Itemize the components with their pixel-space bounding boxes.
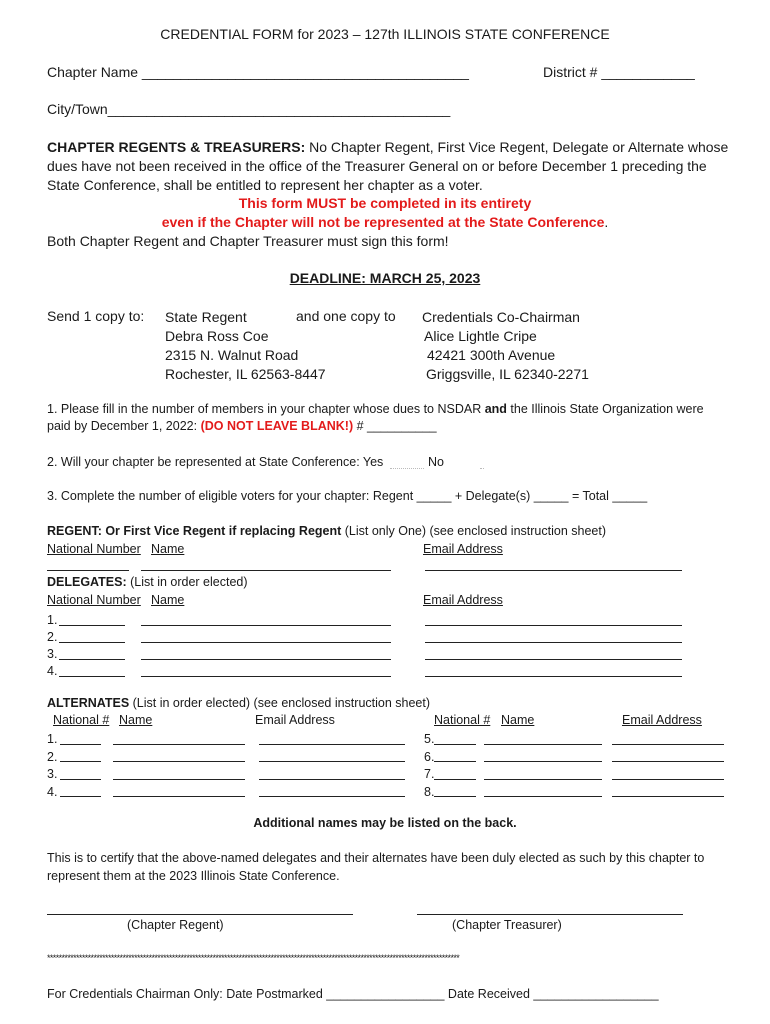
regent-national-number-line[interactable] <box>47 570 129 571</box>
q2-no-option[interactable]: No <box>428 455 444 469</box>
credentials-chairman-footer[interactable]: For Credentials Chairman Only: Date Postmarked _________________ Date Received __________________ <box>47 987 659 1001</box>
alternate-number: 8. <box>424 784 435 799</box>
delegates-name-header: Name <box>151 593 185 607</box>
question-2 <box>47 455 383 469</box>
delegate-national-line[interactable] <box>59 659 125 660</box>
delegate-numbers <box>47 612 57 680</box>
q1-and: and <box>484 402 507 416</box>
alt-email-line[interactable] <box>612 779 724 780</box>
alt-email-line[interactable] <box>259 779 405 780</box>
alt-email-line[interactable] <box>612 761 724 762</box>
deadline: DEADLINE: MARCH 25, 2023 <box>289 270 481 286</box>
alt-name-line[interactable] <box>113 761 245 762</box>
alt-left-numbers <box>47 731 57 801</box>
alt-name-line[interactable] <box>484 779 602 780</box>
address-line: State Regent <box>165 309 247 325</box>
alt-national-line[interactable] <box>434 779 476 780</box>
alternates-heading-note: (List in order elected) (see enclosed instruction sheet) <box>129 696 431 710</box>
alt-name-line[interactable] <box>113 779 245 780</box>
alternates-heading-text: ALTERNATES <box>47 696 130 710</box>
alt-name-line[interactable] <box>484 761 602 762</box>
delegates-national-number-header: National Number <box>47 593 141 607</box>
alt-national-header-right: National # <box>434 713 491 727</box>
delegate-number: 4. <box>47 664 58 678</box>
regent-name-line[interactable] <box>141 570 391 571</box>
alt-name-line[interactable] <box>113 796 245 797</box>
address-line: Debra Ross Coe <box>165 328 269 344</box>
delegate-number: 2. <box>47 630 58 644</box>
regent-national-number-header: National Number <box>47 542 141 556</box>
alternate-number: 7. <box>424 767 435 781</box>
regent-signature-line[interactable] <box>47 914 353 915</box>
address-line: Alice Lightle Cripe <box>424 328 537 344</box>
q2-text: 2. Will your chapter be represented at State Conference: Yes <box>47 455 384 469</box>
address-line: Credentials Co-Chairman <box>422 309 580 325</box>
treasurer-signature-line[interactable] <box>417 914 683 915</box>
address-line: Griggsville, IL 62340-2271 <box>426 366 589 382</box>
alternate-number: 5. <box>424 732 435 746</box>
alt-national-header-left: National # <box>53 713 110 727</box>
regent-heading <box>47 524 606 538</box>
delegates-email-header: Email Address <box>423 593 503 607</box>
and-one-copy-label: and one copy to <box>296 308 396 324</box>
address-line: Rochester, IL 62563-8447 <box>165 366 326 382</box>
regents-paragraph <box>47 138 737 195</box>
regent-email-header: Email Address <box>423 542 503 556</box>
q1-text-c: paid by December 1, 2022: <box>47 419 201 433</box>
alt-name-header-left: Name <box>119 713 153 727</box>
cochair-address <box>422 308 589 384</box>
alternate-number: 3. <box>47 767 58 781</box>
alt-national-line[interactable] <box>434 761 476 762</box>
delegate-name-line[interactable] <box>141 659 391 660</box>
alt-national-line[interactable] <box>60 779 101 780</box>
alt-national-line[interactable] <box>434 744 476 745</box>
delegate-national-line[interactable] <box>59 676 125 677</box>
form-title: CREDENTIAL FORM for 2023 – 127th ILLINOIS STATE CONFERENCE <box>160 26 610 42</box>
delegate-national-line[interactable] <box>59 625 125 626</box>
alt-national-line[interactable] <box>60 796 101 797</box>
regent-heading-text: REGENT: Or First Vice Regent if replacing Regent <box>47 524 342 538</box>
alternates-heading <box>47 696 430 710</box>
delegates-heading <box>47 575 248 589</box>
chapter-regent-signature-label: (Chapter Regent) <box>127 918 224 932</box>
delegate-email-line[interactable] <box>425 659 682 660</box>
delegate-name-line[interactable] <box>141 625 391 626</box>
regents-heading: CHAPTER REGENTS & TREASURERS: <box>47 139 306 155</box>
must-complete-line-1: This form MUST be completed in its entirety <box>238 195 532 211</box>
alt-email-line[interactable] <box>259 761 405 762</box>
city-field[interactable]: City/Town____________________________________________ <box>47 101 451 117</box>
must-complete-line-2 <box>0 214 770 230</box>
both-sign-notice: Both Chapter Regent and Chapter Treasurer must sign this form! <box>47 233 449 249</box>
do-not-leave-blank: (DO NOT LEAVE BLANK!) <box>200 419 354 433</box>
alternate-number: 6. <box>424 749 435 764</box>
alt-email-line[interactable] <box>612 744 724 745</box>
q1-text-b: the Illinois State Organization were <box>506 402 704 416</box>
must-complete-text: even if the Chapter will not be represented at the State Conference <box>161 214 605 230</box>
question-3[interactable]: 3. Complete the number of eligible voters for your chapter: Regent _____ + Delegate(s) _____ = Total _____ <box>47 489 648 503</box>
regent-heading-note: (List only One) (see enclosed instruction sheet) <box>341 524 606 538</box>
delegate-name-line[interactable] <box>141 676 391 677</box>
delegates-heading-text: DELEGATES: <box>47 575 127 589</box>
delegate-number: 1. <box>47 613 58 627</box>
delegate-email-line[interactable] <box>425 642 682 643</box>
no-blank[interactable] <box>480 468 484 469</box>
address-line: 2315 N. Walnut Road <box>165 347 299 363</box>
alt-national-line[interactable] <box>434 796 476 797</box>
period: . <box>604 214 609 230</box>
delegates-heading-note: (List in order elected) <box>126 575 248 589</box>
regents-text: No Chapter Regent, First Vice Regent, Delegate or Alternate whose dues have not been received in the office of the Treasurer General on or before December 1 preceding the State Conference, shall be entitled to represent her chapter as a voter. <box>47 139 729 193</box>
alternate-number: 4. <box>47 784 58 799</box>
send-copy-label: Send 1 copy to: <box>47 308 145 324</box>
member-count-blank[interactable]: # __________ <box>353 419 437 433</box>
alt-email-line[interactable] <box>612 796 724 797</box>
yes-blank[interactable] <box>390 468 424 469</box>
alternate-number: 2. <box>47 749 58 764</box>
additional-names-note: Additional names may be listed on the back. <box>253 816 517 830</box>
alternate-number: 1. <box>47 732 58 746</box>
certification-text: This is to certify that the above-named delegates and their alternates have been duly elected as such by this chapter to represent them at the 2023 Illinois State Conference. <box>47 851 705 883</box>
regent-email-line[interactable] <box>425 570 682 571</box>
regent-name-header: Name <box>151 542 185 556</box>
chapter-name-field[interactable]: Chapter Name __________________________________________ <box>47 64 469 80</box>
q1-text: 1. Please fill in the number of members in your chapter whose dues to NSDAR <box>47 402 485 416</box>
separator-stars: ********************************************************************************************************************************************** <box>47 953 460 963</box>
delegate-email-line[interactable] <box>425 676 682 677</box>
address-line: 42421 300th Avenue <box>427 347 556 363</box>
alt-email-header-right: Email Address <box>622 713 702 727</box>
alt-email-line[interactable] <box>259 796 405 797</box>
delegate-name-line[interactable] <box>141 642 391 643</box>
alt-name-header-right: Name <box>501 713 535 727</box>
alt-national-line[interactable] <box>60 744 101 745</box>
alt-national-line[interactable] <box>60 761 101 762</box>
alt-right-numbers <box>424 731 434 801</box>
alt-name-line[interactable] <box>484 744 602 745</box>
delegate-number: 3. <box>47 647 58 661</box>
delegate-national-line[interactable] <box>59 642 125 643</box>
delegate-email-line[interactable] <box>425 625 682 626</box>
question-1-line-2[interactable] <box>47 419 437 433</box>
alt-email-line[interactable] <box>259 744 405 745</box>
district-field[interactable]: District # ____________ <box>543 64 695 80</box>
alt-name-line[interactable] <box>484 796 602 797</box>
question-1-line-1 <box>47 402 704 416</box>
alt-name-line[interactable] <box>113 744 245 745</box>
chapter-treasurer-signature-label: (Chapter Treasurer) <box>452 918 562 932</box>
alt-email-header-left: Email Address <box>255 713 335 727</box>
